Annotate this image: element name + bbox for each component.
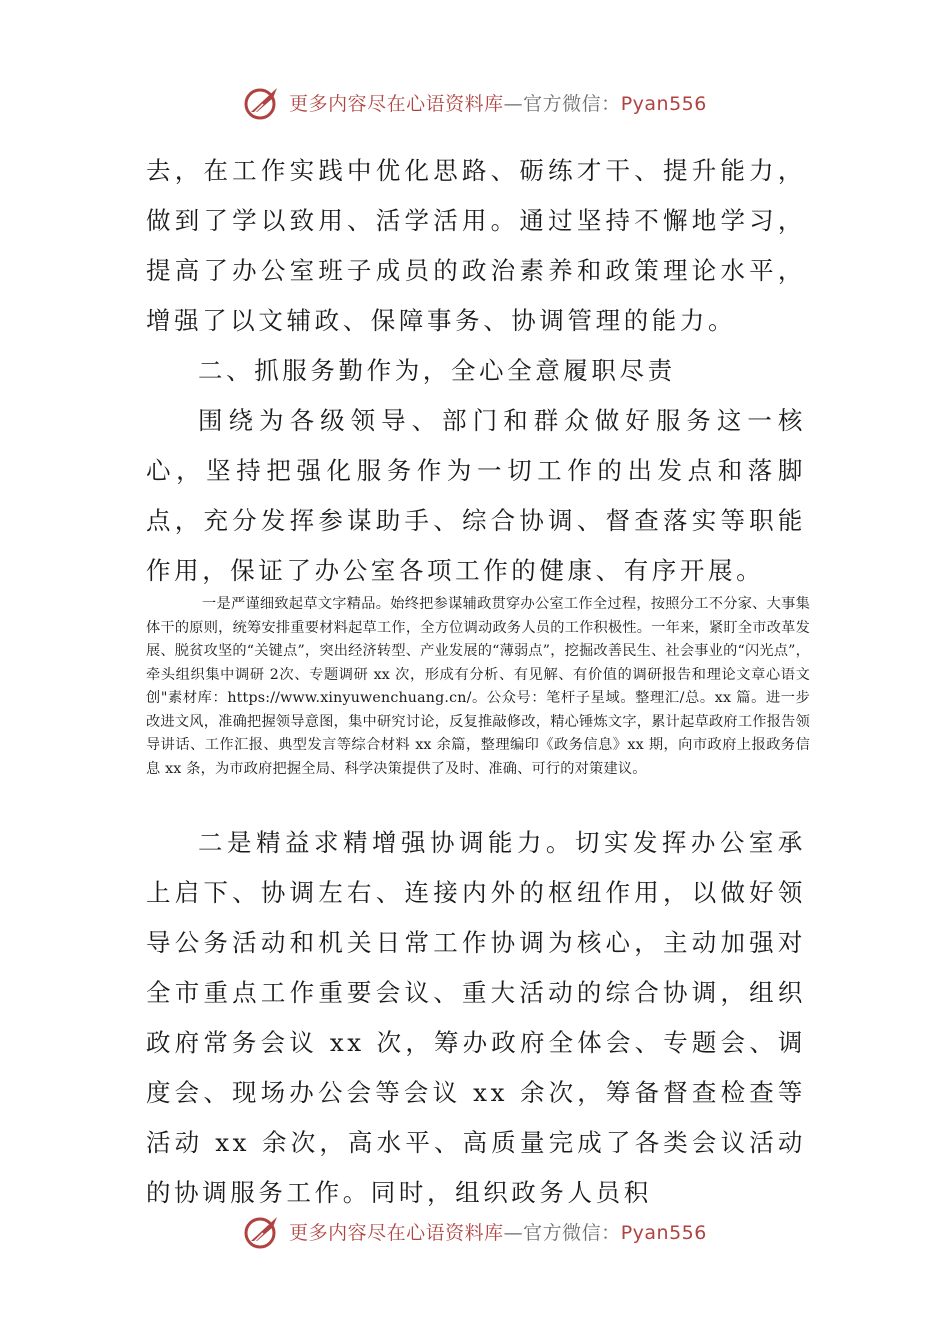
section-heading: 二、抓服务勤作为，全心全意履职尽责	[198, 356, 676, 385]
paragraph-drafting: 一是严谨细致起草文字精品。始终把参谋辅政贯穿办公室工作全过程，按照分工不分家、大事集体干的原则，统筹安排重要材料起草工作，全方位调动政务人员的工作积极性。一年来，紧盯全市改革发展、脱贫攻坚的“关键点”，突出经济转型、产业发展的“薄弱点”，挖掘改善民生、社会事业的“闪光点”，牵头组织集中调研 2次、专题调研 xx 次，形成有分析、有见解、有价值的调研报告和理论文章心语文创"素材库：https://www.xinyuwenchuang.cn/。公众号：笔杆子星域。整理汇/总。xx 篇。进一步改进文风，准确把握领导意图，集中研究讨论，反复推敲修改，精心锤炼文字，累计起草政府工作报告领导讲话、工作汇报、典型发言等综合材料 xx 余篇，整理编印《政务信息》xx 期，向市政府上报政务信息 xx 条，为市政府把握全局、科学决策提供了及时、准确、可行的对策建议。	[146, 596, 810, 777]
quill-logo-icon	[243, 1211, 283, 1251]
banner-title: 更多内容尽在心语资料库	[289, 92, 504, 115]
lower-body	[146, 818, 806, 1218]
footer-banner	[0, 1209, 950, 1253]
quill-logo-icon	[243, 82, 283, 122]
banner-text	[289, 89, 707, 116]
banner-wechat-label: 官方微信：	[523, 92, 621, 115]
banner-dash: —	[503, 1221, 524, 1244]
upper-body	[146, 146, 806, 596]
header-banner	[0, 80, 950, 124]
banner-text	[289, 1218, 707, 1245]
paragraph-coordination: 二是精益求精增强协调能力。切实发挥办公室承上启下、协调左右、连接内外的枢纽作用，以做好领导公务活动和机关日常工作协调为核心，主动加强对全市重点工作重要会议、重大活动的综合协调，组织政府常务会议 xx 次，筹办政府全体会、专题会、调度会、现场办公会等会议 xx 余次，筹备督查检查等活动 xx 余次，高水平、高质量完成了各类会议活动的协调服务工作。同时，组织政务人员积	[146, 828, 806, 1207]
banner-wechat-label: 官方微信：	[523, 1221, 621, 1244]
banner-wechat-id: Pyan556	[620, 92, 707, 115]
banner-dash: —	[503, 92, 524, 115]
banner-wechat-id: Pyan556	[620, 1221, 707, 1244]
banner-title: 更多内容尽在心语资料库	[289, 1221, 504, 1244]
paragraph-service: 围绕为各级领导、部门和群众做好服务这一核心，坚持把强化服务作为一切工作的出发点和落脚点，充分发挥参谋助手、综合协调、督查落实等职能作用，保证了办公室各项工作的健康、有序开展。	[146, 406, 806, 585]
paragraph-continuation: 去，在工作实践中优化思路、砺练才干、提升能力，做到了学以致用、活学活用。通过坚持不懈地学习，提高了办公室班子成员的政治素养和政策理论水平，增强了以文辅政、保障事务、协调管理的能力。	[146, 156, 806, 335]
small-paragraph-block	[146, 593, 810, 781]
